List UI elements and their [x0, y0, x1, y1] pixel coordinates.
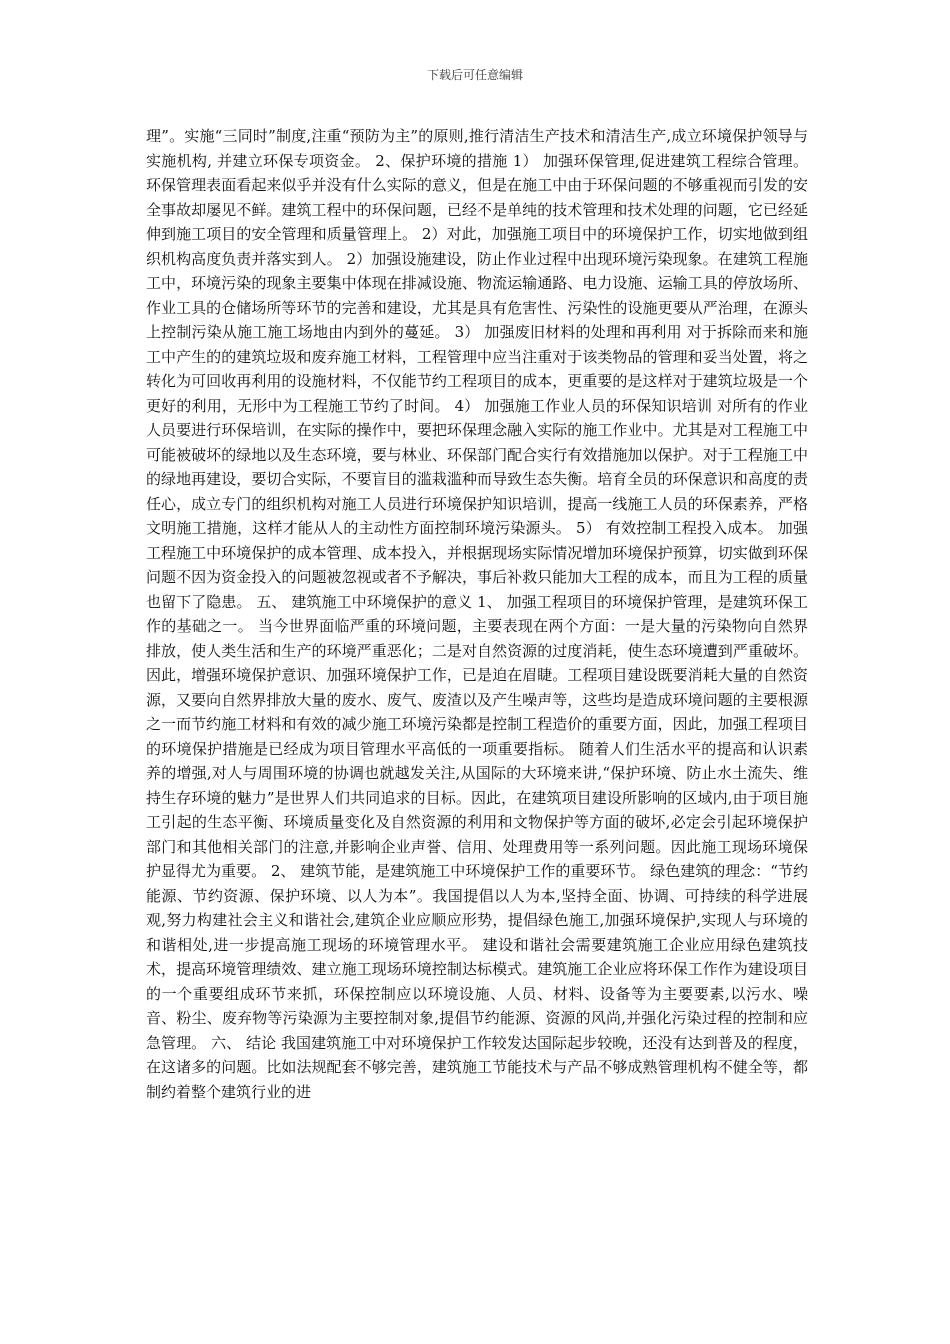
- page-header: 下载后可任意编辑: [426, 68, 523, 82]
- document-body: 理”。实施“三同时”制度,注重“预防为主”的原则,推行清洁生产技术和清洁生产,成立环境保护领导与实施机构, 并建立环保专项资金。 2、保护环境的措施 1） 加强环保管理,促进建筑工程综合管理。环保管理表面看起来似乎并没有什么实际的意义，但是在施工中由于环保问题的不够重视而引发的安全事故却屡见不鲜。建筑工程中的环保问题，已经不是单纯的技术管理和技术处理的问题，它已经延伸到施工项目的安全管理和质量管理上。 2）对此，加强施工项目中的环境保护工作，切实地做到组织机构高度负责并落实到人。 2）加强设施建设，防止作业过程中出现环境污染现象。在建筑工程施工中，环境污染的现象主要集中体现在排减设施、物流运输通路、电力设施、运输工具的停放场所、作业工具的仓储场所等环节的完善和建设，尤其是具有危害性、污染性的设施更要从严治理，在源头上控制污染从施工施工场地由内到外的蔓延。 3） 加强废旧材料的处理和再利用 对于拆除而来和施工中产生的的建筑垃圾和废弃施工材料，工程管理中应当注重对于该类物品的管理和妥当处置，将之转化为可回收再利用的设施材料，不仅能节约工程项目的成本，更重要的是这样对于建筑垃圾是一个更好的利用，无形中为工程施工节约了时间。 4） 加强施工作业人员的环保知识培训 对所有的作业人员要进行环保培训，在实际的操作中，要把环保理念融入实际的施工作业中。尤其是对工程施工中可能被破坏的绿地以及生态环境，要与林业、环保部门配合实行有效措施加以保护。对于工程施工中的绿地再建设，要切合实际，不要盲目的滥栽滥种而导致生态失衡。培育全员的环保意识和高度的责任心，成立专门的组织机构对施工人员进行环境保护知识培训，提高一线施工人员的环保素养，严格文明施工措施，这样才能从人的主动性方面控制环境污染源头。 5） 有效控制工程投入成本。 加强工程施工中环境保护的成本管理、成本投入，并根据现场实际情况增加环境保护预算，切实做到环保问题不因为资金投入的问题被忽视或者不予解决，事后补救只能加大工程的成本，而且为工程的质量也留下了隐患。 五、 建筑施工中环境保护的意义 1、 加强工程项目的环境保护管理，是建筑环保工作的基础之一。 当今世界面临严重的环境问题，主要表现在两个方面：一是大量的污染物向自然界排放，使人类生活和生产的环境严重恶化；二是对自然资源的过度消耗，使生态环境遭到严重破坏。因此，增强环境保护意识、加强环境保护工作，已是迫在眉睫。工程项目建设既要消耗大量的自然资源，又要向自然界排放大量的废水、废气、废渣以及产生噪声等，这些均是造成环境问题的主要根源之一而节约施工材料和有效的减少施工环境污染都是控制工程造价的重要方面，因此，加强工程项目的环境保护措施是已经成为项目管理水平高低的一项重要指标。 随着人们生活水平的提高和认识素养的增强,对人与周围环境的协调也就越发关注,从国际的大环境来讲,“保护环境、防止水土流失、维持生存环境的魅力”是世界人们共同追求的目标。因此，在建筑项目建设所影响的区域内,由于项目施工引起的生态平衡、环境质量变化及自然资源的利用和文物保护等方面的破坏,必定会引起环境保护部门和其他相关部门的注意,并影响企业声誉、信用、处理费用等一系列问题。因此施工现场环境保护显得尤为重要。 2、 建筑节能，是建筑施工中环境保护工作的重要环节。 绿色建筑的理念：“节约能源、节约资源、保护环境、以人为本”。我国提倡以人为本,坚持全面、协调、可持续的科学进展观,努力构建社会主义和谐社会,建筑企业应顺应形势，提倡绿色施工,加强环境保护,实现人与环境的和谐相处,进一步提高施工现场的环境管理水平。 建设和谐社会需要建筑施工企业应用绿色建筑技术，提高环境管理绩效、建立施工现场环境控制达标模式。建筑施工企业应将环保工作作为建设项目的一个重要组成环节来抓，环保控制应以环境设施、人员、材料、设备等为主要要素,以污水、噪音、粉尘、废弃物等污染源为主要控制对象,提倡节约能源、资源的风尚,并强化污染过程的控制和应急管理。 六、 结论 我国建筑施工中对环境保护工作较发达国际起步较晚，还没有达到普及的程度，在这诸多的问题。比如法规配套不够完善，建筑施工节能技术与产品不够成熟管理机构不健全等，都制约着整个建筑行业的进: [146, 127, 808, 1101]
